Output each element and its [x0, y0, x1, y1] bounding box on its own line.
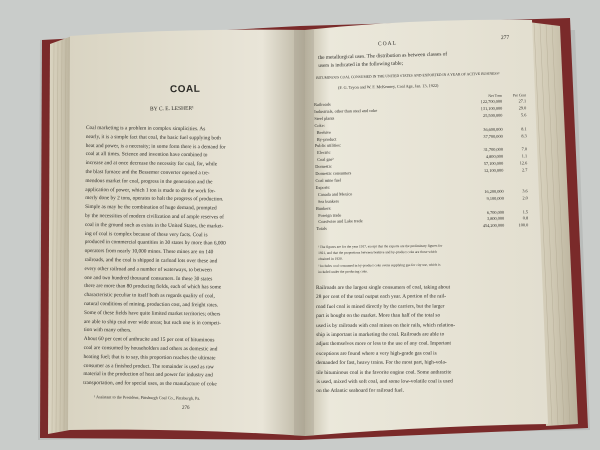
right-body-line: adjust themselves more or less to the use of any coal. Important: [316, 340, 451, 348]
gutter-shadow: [294, 30, 314, 436]
table-cell-tons: 37,700,000: [483, 133, 503, 139]
left-body-line: the blast furnace and the Bessemer converter opened a tre-: [85, 168, 210, 177]
note-line: ² Includes coal consumed in by-product coke ovens supplying gas for city use, which is: [318, 262, 441, 268]
table-cell-label: Beehive: [314, 129, 331, 135]
table-cell-percent: 12.6: [519, 160, 528, 166]
right-body-line: exceptions are found where a very high-grade gas coal is: [316, 350, 437, 357]
right-page-running-head: COAL: [377, 40, 398, 48]
table-cell-percent: 5.6: [520, 112, 527, 118]
table-cell-label: Canada and Mexico: [315, 191, 353, 197]
right-body-line: tile bituminous coal is the favorite engine coal. Some anthracite: [316, 369, 452, 376]
table-cell-percent: 29.0: [518, 105, 527, 111]
table-cell-tons: 31,700,000: [483, 147, 504, 153]
table-cell-label: Coal mine fuel: [315, 177, 342, 183]
table-cell-tons: 122,700,000: [480, 98, 503, 105]
left-body-line: characteristic peculiar to itself both as regards quality of coal,: [84, 292, 215, 300]
left-page-byline: BY C. E. LESHER¹: [149, 105, 194, 113]
left-body-line: consumer as a finished product. The remainder is used as raw: [83, 362, 214, 370]
table-cell-tons: 4,800,000: [485, 153, 504, 160]
table-cell-tons: 9,100,000: [486, 195, 504, 201]
left-body-line: transportation, and for special uses, as the manufacture of coke: [83, 380, 217, 388]
left-body-line: natural conditions of mining, production cost, and freight rates.: [84, 300, 219, 309]
table-cell-label: Foreign trade: [316, 212, 342, 218]
right-page-number: 277: [500, 34, 510, 42]
left-body-line: Some of these fields have quite limited market territories; others: [83, 309, 221, 318]
right-body-line: ship is important in marketing the coal. Railroads are able to: [316, 331, 445, 339]
table-cell-tons: 131,100,000: [480, 105, 503, 111]
table-cell-percent: 27.1: [518, 98, 527, 104]
table-cell-label: Domestic consumers: [315, 170, 352, 177]
table-cell-percent: 7.0: [521, 146, 528, 152]
table-cell-percent: 1.1: [521, 153, 528, 159]
table-cell-percent: 8.3: [521, 132, 527, 138]
left-body-line: About 60 per cent of anthracite and 15 per cent of bituminous: [83, 336, 215, 344]
table-cell-label: By-product: [314, 136, 337, 142]
note-line: 1921, and that the proportions between beehive and by-product coke are those which: [318, 249, 437, 256]
table-cell-tons: 25,500,000: [482, 112, 503, 118]
table-cell-label: Domestic: [315, 163, 332, 170]
intro-line: users is indicated in the following table;: [318, 61, 404, 70]
left-body-line: there are more than 80 producing fields, each of which has some: [84, 283, 222, 291]
table-cell-label: Totals: [316, 226, 327, 232]
table-cell-percent: 0.8: [522, 215, 529, 221]
consumption-table: [314, 92, 528, 233]
right-body-line: used is by railroads with coal mines on their rails, which relation-: [316, 322, 456, 329]
table-cell-percent: 2.7: [521, 167, 528, 173]
left-body-line: every other railroad and a number of waterways, to between: [84, 265, 212, 274]
left-body-line: coal in the ground such as exists in the United States, the market-: [84, 221, 224, 230]
right-body-line: Railroads are the largest single consumers of coal, taking about: [316, 284, 451, 291]
left-body-line: tion with many others.: [83, 327, 132, 334]
right-page-body: [316, 283, 538, 397]
left-body-line: Simple as may be the combination of huge demand, prompted: [85, 204, 217, 212]
table-cell-tons: 6,700,000: [486, 209, 505, 215]
table-header-cell: Per Cent: [512, 93, 527, 98]
table-notes: [318, 242, 528, 275]
left-body-line: are able to ship coal over wide areas; but each one is in competi-: [83, 318, 221, 326]
intro-line: the metallurgical uses. The distribution as between classes of: [318, 51, 448, 61]
table-cell-tons: 16,200,000: [484, 188, 504, 194]
table-cell-percent: 2.0: [522, 194, 528, 201]
left-body-line: nearly, it is a simple fact that coal, the basic fuel supplying both: [85, 133, 221, 142]
left-body-line: increase and at once decrease the necessity for coal, for, while: [85, 160, 218, 168]
table-cell-label: Coke:: [314, 122, 325, 128]
left-body-line: ing of coal is complex because of these very facts. Coal is: [84, 230, 208, 238]
note-line: ¹ The figures are for the year 1917, except that the exports are the preliminary figures for: [318, 243, 443, 249]
left-page-body: [83, 124, 298, 390]
table-cell-percent: 100.0: [518, 222, 529, 228]
right-body-line: is used, mixed with soft coal, and some low-volatile coal is used: [316, 378, 453, 386]
left-body-line: material in the production of heat and power for industry and: [83, 371, 213, 379]
left-body-line: operators from nearly 10,000 mines. These mines are on 140: [84, 248, 214, 256]
note-line: obtained in 1920.: [318, 257, 343, 262]
table-cell-tons: 454,200,000: [482, 223, 505, 229]
left-body-line: merly done by 2 tons, operates to halt the progress of production.: [85, 195, 224, 203]
table-cell-label: Sea bunkers: [315, 198, 339, 204]
table-cell-tons: 12,100,000: [483, 167, 504, 174]
table-cell-percent: 1.5: [522, 208, 529, 214]
left-body-line: mendous market for coal, progress in the generation and the: [85, 177, 213, 186]
left-page-title: COAL: [169, 83, 201, 96]
table-header-cell: Net Tons: [488, 93, 503, 98]
left-page-number: 276: [182, 406, 190, 411]
right-body-line: 28 per cent of the total output each year. A portion of the rail-: [316, 293, 447, 301]
table-cell-label: Coal gas²: [315, 156, 334, 163]
left-body-line: by the necessities of modern civilization and of ample reserves of: [85, 212, 224, 221]
table-cell-tons: 3,800,000: [486, 216, 505, 222]
right-body-line: on the Atlantic seaboard for railroad fuel.: [316, 388, 404, 395]
left-body-line: heat and power, is a necessity; in some form there is a demand for: [85, 142, 226, 151]
table-cell-label: Steel plants: [314, 115, 335, 121]
table-source: (F. G. Tryon and W. F. McKenney, Coal Age, Jan. 13, 1922): [338, 82, 439, 90]
left-body-line: Coal marketing is a problem in complex simplicities. As: [85, 124, 206, 133]
table-cell-percent: 8.1: [521, 125, 527, 132]
table-title: BITUMINOUS COAL CONSUMED IN THE UNITED STATES AND EXPORTED IN A YEAR OF ACTIVE BUSINESS¹: [316, 71, 500, 80]
left-page-footnote: ¹ Assistant to the President, Pittsburgh Coal Co., Pittsburgh, Pa.: [93, 394, 201, 401]
table-cell-label: Railroads: [314, 101, 331, 107]
table-cell-percent: 3.6: [522, 188, 528, 194]
table-cell-label: Bunkers:: [315, 205, 332, 211]
table-cell-tons: 36,600,000: [483, 126, 503, 132]
left-body-line: produced in commercial quantities in 30 states by more than 6,000: [84, 239, 226, 247]
left-body-line: one and two hundred thousand consumers. In these 30 states: [84, 274, 213, 282]
note-line: included under the producing coke.: [318, 269, 368, 274]
left-body-line: coal at all times. Science and invention have combined to: [85, 151, 208, 159]
table-cell-label: Electric: [314, 150, 331, 156]
table-cell-label: Exports:: [315, 184, 331, 190]
right-body-line: demanded for fast, heavy trains. For the most part, high-vola-: [316, 359, 447, 367]
table-cell-label: Public utilities:: [314, 142, 342, 149]
left-body-line: application of power, which 1 ton is made to do the work for-: [85, 186, 216, 194]
left-body-line: railroads, and the coal is shipped in carload lots over these and: [84, 256, 218, 265]
right-body-line: part is bought on the market. More than half of the total so: [316, 312, 441, 320]
table-cell-label: Industrials, other than steel and coke: [314, 107, 378, 114]
left-body-line: heating fuel; that is to say, this proportion reaches the ultimate: [83, 353, 216, 362]
right-body-line: road fuel coal is mined directly by the carriers, but the larger: [316, 303, 445, 310]
table-cell-label: Coastwise and Lake trade: [316, 218, 363, 225]
left-body-line: coal are consumed by householders and others as domestic and: [83, 344, 218, 353]
table-cell-tons: 57,100,000: [483, 160, 504, 167]
